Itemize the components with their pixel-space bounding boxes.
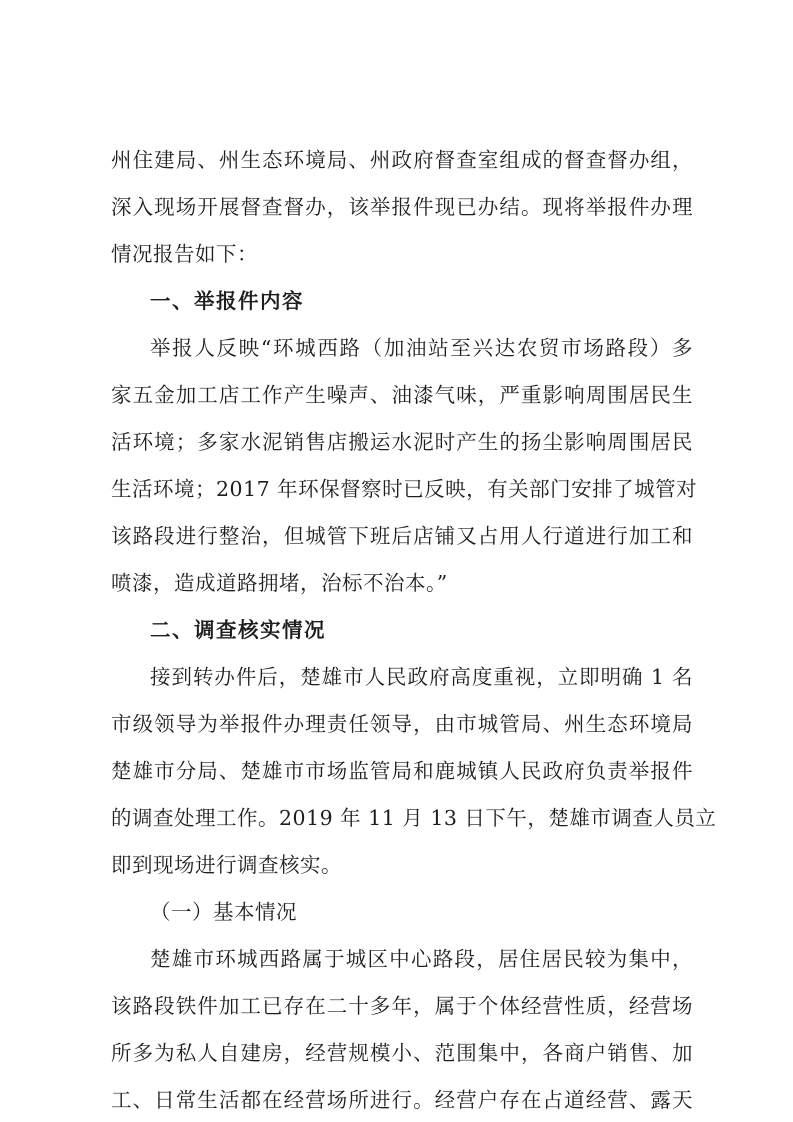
intro-line-1: 州住建局、州生态环境局、州政府督查室组成的督查督办组，	[111, 148, 693, 172]
subsection1-heading: （一）基本情况	[150, 900, 297, 924]
section1-line-3: 活环境；多家水泥销售店搬运水泥时产生的扬尘影响周围居民	[111, 430, 693, 454]
section1-heading: 一、举报件内容	[150, 289, 304, 313]
section2-line-1: 接到转办件后，楚雄市人民政府高度重视，立即明确 1 名	[150, 665, 693, 689]
section1-line-4: 生活环境；2017 年环保督察时已反映，有关部门安排了城管对	[111, 477, 698, 501]
section2-heading: 二、调查核实情况	[150, 618, 326, 642]
section1-line-5: 该路段进行整治，但城管下班后店铺又占用人行道进行加工和	[111, 524, 693, 548]
subsection1-line-3: 所多为私人自建房，经营规模小、范围集中，各商户销售、加	[111, 1041, 693, 1065]
section2-line-4: 的调查处理工作。2019 年 11 月 13 日下午，楚雄市调查人员立	[111, 806, 717, 830]
section1-line-6: 喷漆，造成道路拥堵，治标不治本。”	[111, 571, 448, 595]
subsection1-line-1: 楚雄市环城西路属于城区中心路段，居住居民较为集中，	[150, 947, 693, 971]
section1-line-2: 家五金加工店工作产生噪声、油漆气味，严重影响周围居民生	[111, 383, 693, 407]
section2-line-3: 楚雄市分局、楚雄市市场监管局和鹿城镇人民政府负责举报件	[111, 759, 693, 783]
intro-line-3: 情况报告如下：	[111, 242, 258, 266]
subsection1-line-2: 该路段铁件加工已存在二十多年，属于个体经营性质，经营场	[111, 994, 693, 1018]
intro-line-2: 深入现场开展督查督办，该举报件现已办结。现将举报件办理	[111, 195, 693, 219]
section2-line-5: 即到现场进行调查核实。	[111, 853, 342, 877]
section2-line-2: 市级领导为举报件办理责任领导，由市城管局、州生态环境局	[111, 712, 693, 736]
subsection1-line-4: 工、日常生活都在经营场所进行。经营户存在占道经营、露天	[111, 1088, 693, 1112]
section1-line-1: 举报人反映“环城西路（加油站至兴达农贸市场路段）多	[150, 336, 693, 360]
